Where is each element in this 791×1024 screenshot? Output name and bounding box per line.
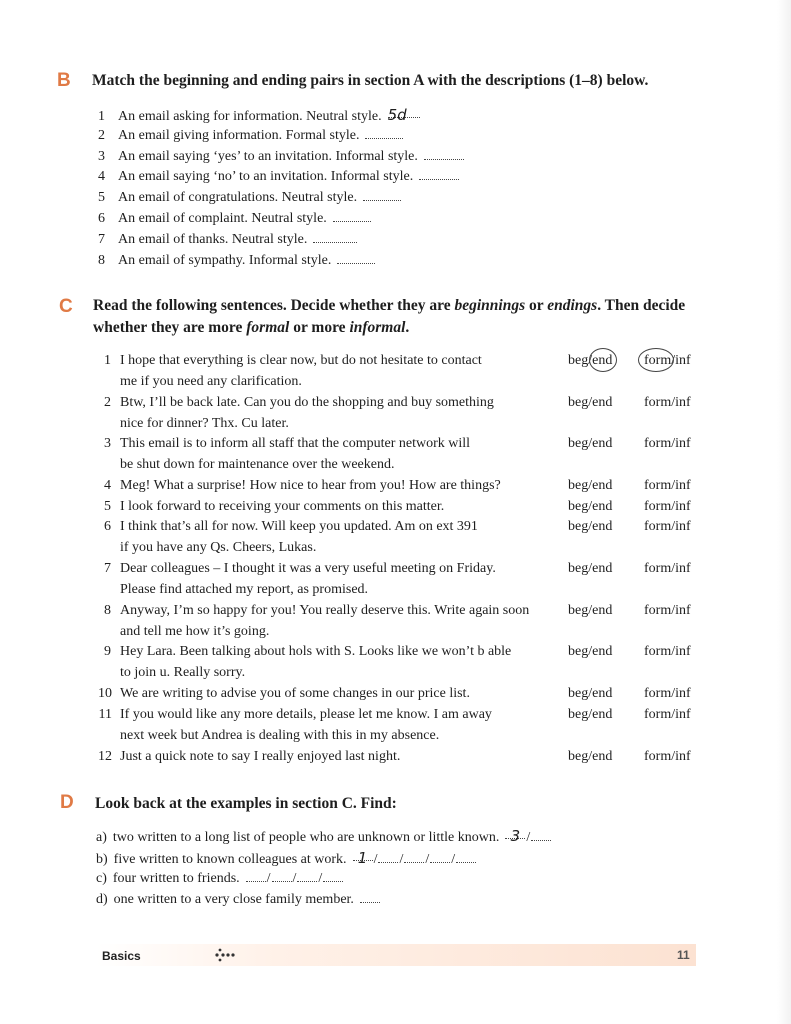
section-d-letter: D <box>60 792 74 813</box>
answer-blank[interactable] <box>378 850 398 863</box>
form-inf-choice[interactable]: form/inf <box>644 499 691 514</box>
separator-slash: / <box>266 871 271 886</box>
item-number: 11 <box>98 707 112 722</box>
answer-blank[interactable] <box>456 850 476 863</box>
form-inf-choice[interactable]: form/inf <box>644 561 691 576</box>
beg-end-choice[interactable]: beg/end <box>568 519 613 534</box>
separator-slash: / <box>526 830 531 845</box>
list-item <box>98 147 464 167</box>
answer-blanks <box>246 871 344 886</box>
item-number: 8 <box>98 252 105 268</box>
item-number: 6 <box>104 519 111 534</box>
item-text: one written to a very close family member. <box>113 892 354 907</box>
answer-blank[interactable] <box>333 209 371 222</box>
item-number: 4 <box>98 169 105 185</box>
item-label: b) <box>96 852 108 867</box>
item-text: two written to a long list of people who are unknown or little known. <box>112 830 500 845</box>
beg-end-choice[interactable]: beg/end <box>568 478 613 493</box>
sentence-text <box>120 558 550 600</box>
answer-blank[interactable] <box>424 147 464 160</box>
answer-blank[interactable] <box>505 826 525 845</box>
item-text: An email of thanks. Neutral style. <box>118 231 308 247</box>
list-item <box>98 167 459 187</box>
item-text: four written to friends. <box>112 871 240 886</box>
sentence-line: I hope that everything is clear now, but do not hesitate to contact <box>120 353 482 368</box>
section-c-title-emphasis: informal <box>349 319 406 336</box>
sentence-line: if you have any Qs. Cheers, Lukas. <box>120 540 317 555</box>
page-number: 11 <box>677 948 690 962</box>
item-text: An email of complaint. Neutral style. <box>118 211 327 226</box>
item-number: 8 <box>104 603 111 618</box>
separator-slash: / <box>425 852 430 867</box>
sentence-line: Just a quick note to say I really enjoyed last night. <box>120 749 401 764</box>
sentence-text <box>120 746 550 767</box>
answer-blank[interactable] <box>272 869 292 882</box>
list-item <box>98 188 401 208</box>
item-number: 3 <box>104 436 111 451</box>
sentence-line: be shut down for maintenance over the weekend. <box>120 457 395 472</box>
section-c-title <box>93 295 693 339</box>
answer-blank[interactable] <box>531 828 551 841</box>
sentence-text <box>120 496 550 517</box>
section-c-title-emphasis: formal <box>246 319 290 336</box>
beg-end-choice[interactable]: beg/end <box>568 499 613 514</box>
section-c-title-text: . Then decide whether they are more <box>93 297 686 336</box>
sentence-text <box>120 392 550 434</box>
form-inf-choice[interactable]: form/inf <box>644 395 691 410</box>
answer-blank[interactable] <box>323 869 343 882</box>
answer-blank[interactable] <box>430 850 450 863</box>
separator-slash: / <box>292 871 297 886</box>
section-c-title-text: or <box>525 297 548 314</box>
footer-bar <box>96 944 696 966</box>
item-number: 5 <box>104 499 111 514</box>
sentence-line: I look forward to receiving your comments on this matter. <box>120 499 445 514</box>
beg-end-choice[interactable]: beg/end <box>568 686 613 701</box>
list-item <box>96 848 476 870</box>
sentence-line: Dear colleagues – I thought it was a very useful meeting on Friday. <box>120 561 496 576</box>
sentence-line: This email is to inform all staff that the computer network will <box>120 436 471 451</box>
answer-blank[interactable] <box>363 188 401 201</box>
separator-slash: / <box>318 871 323 886</box>
beg-end-choice[interactable]: beg/end <box>568 436 613 451</box>
sentence-line: Anyway, I’m so happy for you! You really deserve this. Write again soon <box>120 603 530 618</box>
section-c-title-text: . <box>405 319 410 336</box>
circled-form-mark <box>638 348 674 372</box>
form-inf-choice[interactable]: form/inf <box>644 686 691 701</box>
form-inf-choice[interactable]: form/inf <box>644 519 691 534</box>
separator-slash: / <box>451 852 456 867</box>
answer-blank[interactable] <box>297 869 317 882</box>
sentence-line: and tell me how it’s going. <box>120 624 270 639</box>
answer-blanks <box>505 827 551 845</box>
item-number: 2 <box>104 395 111 410</box>
sentence-text <box>120 641 550 683</box>
sentence-text <box>120 516 550 558</box>
sentence-text <box>120 600 550 642</box>
answer-blank[interactable] <box>419 167 459 180</box>
item-text: An email saying ‘no’ to an invitation. Informal style. <box>118 169 414 185</box>
separator-slash: / <box>399 852 404 867</box>
handwritten-answer: 3 <box>510 827 521 845</box>
sentence-line: If you would like any more details, please let me know. I am away <box>120 707 492 722</box>
section-c-title-text: or more <box>289 319 350 336</box>
sentence-line: to join u. Really sorry. <box>120 665 246 680</box>
handwritten-answer: 5d <box>387 106 407 124</box>
item-number: 2 <box>98 127 105 143</box>
beg-end-choice[interactable]: beg/end <box>568 749 613 764</box>
form-inf-choice[interactable]: form/inf <box>644 478 691 493</box>
item-number: 3 <box>98 148 105 164</box>
section-d-title: Look back at the examples in section C. Find: <box>95 795 397 812</box>
form-inf-choice[interactable]: form/inf <box>644 353 691 368</box>
sentence-line: Hey Lara. Been talking about hols with S. Looks like we won’t b able <box>120 644 512 659</box>
beg-end-choice[interactable]: beg/end <box>568 603 613 618</box>
section-b-title: Match the beginning and ending pairs in section A with the descriptions (1–8) below. <box>92 72 649 89</box>
list-item <box>98 251 375 271</box>
item-number: 7 <box>98 231 105 247</box>
form-inf-choice[interactable]: form/inf <box>644 603 691 618</box>
item-number: 5 <box>98 190 105 206</box>
form-inf-choice[interactable]: form/inf <box>644 436 691 451</box>
beg-end-choice[interactable]: beg/end <box>568 353 613 368</box>
section-c-letter: C <box>59 296 73 317</box>
item-text: An email saying ‘yes’ to an invitation. Informal style. <box>118 148 418 164</box>
item-label: c) <box>96 871 107 886</box>
section-c-title-emphasis: endings <box>547 297 598 314</box>
item-text: An email of sympathy. Informal style. <box>118 252 332 268</box>
form-inf-choice[interactable]: form/inf <box>644 644 691 659</box>
form-inf-choice[interactable]: form/inf <box>644 707 691 722</box>
list-item <box>98 126 403 146</box>
sentence-line: me if you need any clarification. <box>120 374 302 389</box>
sentence-line: Meg! What a surprise! How nice to hear from you! How are things? <box>120 478 501 493</box>
answer-blanks <box>353 849 477 867</box>
sentence-text <box>120 683 550 704</box>
list-item <box>98 105 420 125</box>
page-edge-shadow <box>777 0 791 1024</box>
beg-end-choice[interactable]: beg/end <box>568 707 613 722</box>
list-item <box>98 209 371 229</box>
item-number: 6 <box>98 211 105 226</box>
sentence-text <box>120 350 550 392</box>
sentence-line: We are writing to advise you of some changes in our price list. <box>120 686 470 701</box>
item-text: An email asking for information. Neutral style. <box>118 109 382 124</box>
beg-end-choice[interactable]: beg/end <box>568 644 613 659</box>
section-c-title-text: Read the following sentences. Decide whether they are <box>93 297 455 314</box>
form-inf-choice[interactable]: form/inf <box>644 749 691 764</box>
beg-end-choice[interactable]: beg/end <box>568 561 613 576</box>
sentence-text <box>120 475 550 496</box>
item-number: 10 <box>98 686 112 701</box>
section-c-title-emphasis: beginnings <box>454 297 526 314</box>
item-number: 1 <box>98 109 105 124</box>
answer-blanks <box>360 892 380 907</box>
section-b-letter: B <box>57 70 71 91</box>
answer-blank[interactable] <box>387 105 420 124</box>
list-item <box>96 869 343 889</box>
handwritten-answer: 1 <box>357 849 368 867</box>
sentence-line: Please find attached my report, as promised. <box>120 582 369 597</box>
answer-blank[interactable] <box>360 890 380 903</box>
answer-blank[interactable] <box>365 126 403 139</box>
answer-blank[interactable] <box>353 848 373 867</box>
circled-end-mark <box>589 348 617 372</box>
dots-icon <box>214 947 238 963</box>
sentence-line: Btw, I’ll be back late. Can you do the shopping and buy something <box>120 395 494 410</box>
item-text: five written to known colleagues at work. <box>113 852 347 867</box>
item-number: 7 <box>104 561 111 576</box>
item-number: 12 <box>98 749 112 764</box>
item-label: a) <box>96 830 107 845</box>
list-item <box>98 230 357 250</box>
beg-end-choice[interactable]: beg/end <box>568 395 613 410</box>
answer-blank[interactable] <box>404 850 424 863</box>
item-number: 4 <box>104 478 111 493</box>
item-number: 1 <box>104 353 111 368</box>
item-text: An email of congratulations. Neutral style. <box>118 190 358 206</box>
item-number: 9 <box>104 644 111 659</box>
answer-blank[interactable] <box>313 230 357 243</box>
separator-slash: / <box>373 852 378 867</box>
list-item <box>96 826 551 848</box>
sentence-text <box>120 704 550 746</box>
sentence-line: next week but Andrea is dealing with this in my absence. <box>120 728 440 743</box>
sentence-text <box>120 433 550 475</box>
sentence-line: I think that’s all for now. Will keep you updated. Am on ext 391 <box>120 519 478 534</box>
item-text: An email giving information. Formal style. <box>118 127 360 143</box>
list-item <box>96 890 380 910</box>
item-label: d) <box>96 892 108 907</box>
sentence-line: nice for dinner? Thx. Cu later. <box>120 416 289 431</box>
footer-label: Basics <box>102 949 141 963</box>
answer-blank[interactable] <box>337 251 375 264</box>
answer-blank[interactable] <box>246 869 266 882</box>
